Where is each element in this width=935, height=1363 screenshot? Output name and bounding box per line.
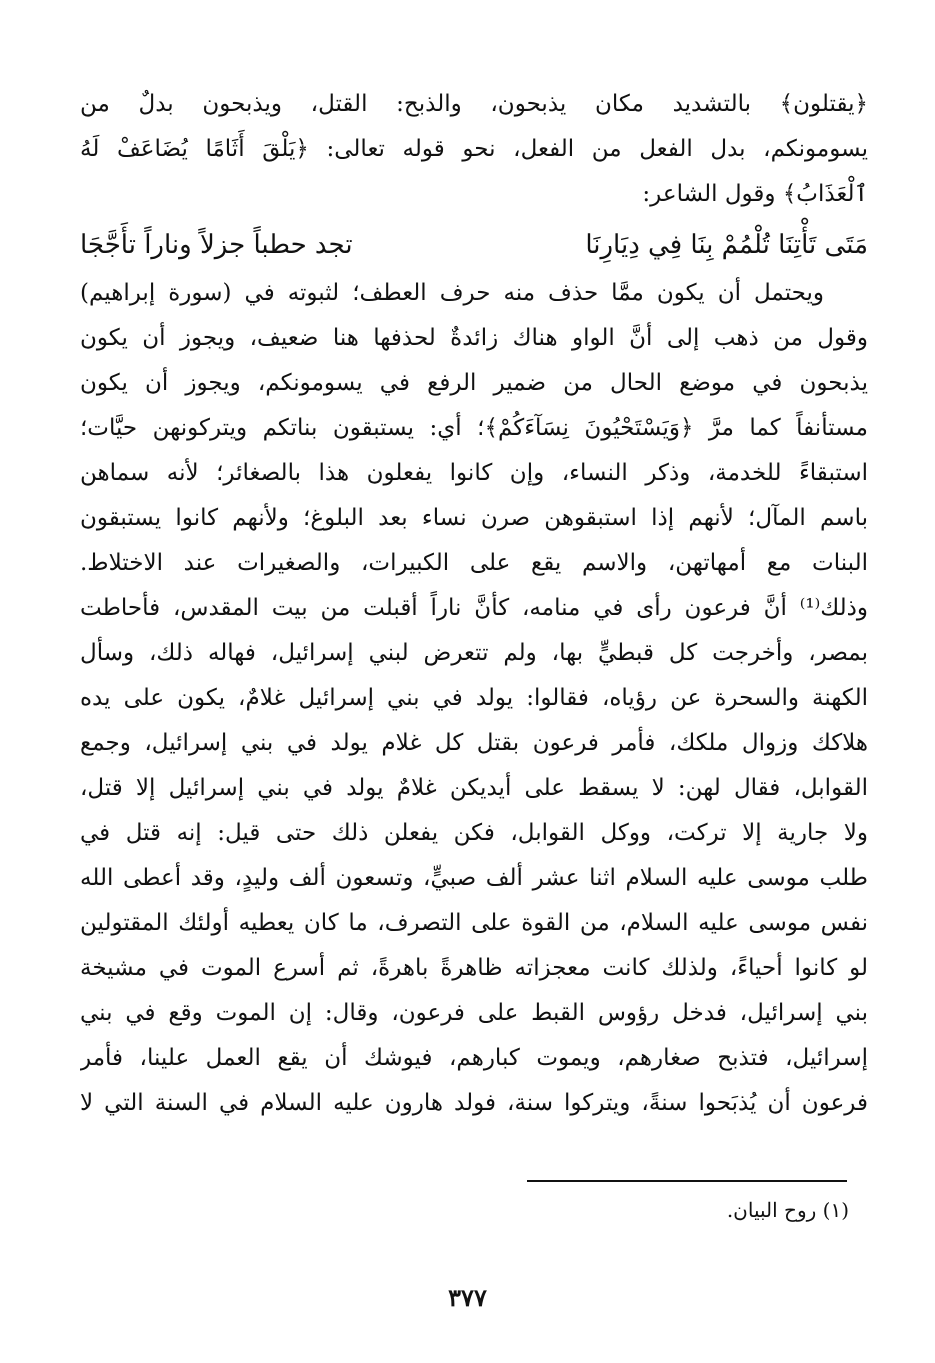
text-line: البنات مع أمهاتهن، والاسم يقع على الكبيرات، والصغيرات عند الاختلاط. [80, 550, 868, 576]
text-line: باسم المآل؛ لأنهم إذا استبقوهن صرن نساء بعد البلوغ؛ ولأنهم كانوا يستبقون [80, 505, 868, 531]
text-line: وذلك⁽¹⁾ أنَّ فرعون رأى في منامه، كأنَّ ناراً أقبلت من بيت المقدس، فأحاطت [80, 595, 868, 621]
text-line: ويحتمل أن يكون ممَّا حذف منه حرف العطف؛ لثبوته في (سورة إبراهيم) [80, 280, 824, 306]
text-line: وقول من ذهب إلى أنَّ الواو هناك زائدةٌ لحذفها هنا ضعيف، ويجوز أن يكون [80, 325, 868, 351]
text-line: يسومونكم، بدل الفعل من الفعل، نحو قوله تعالى: ﴿يَلْقَ أَثَامًا يُضَاعَفْ لَهُ [80, 136, 868, 162]
text-line: استبقاءً للخدمة، وذكر النساء، وإن كانوا يفعلون هذا بالصغائر؛ لأنه سماهن [80, 460, 868, 486]
poetry-verse [80, 219, 868, 271]
text-line: طلب موسى عليه السلام اثنا عشر ألف صبيٍّ، وتسعون ألف وليدٍ، وقد أعطى الله [80, 865, 868, 891]
text-line: ﴿يقتلون﴾ بالتشديد مكان يذبحون، والذبح: القتل، ويذبحون بدلٌ من [80, 91, 868, 117]
text-line: فرعون أن يُذبَحوا سنةً، ويتركوا سنة، فولد هارون عليه السلام في السنة التي لا [80, 1090, 868, 1116]
text-line: القوابل، فقال لهن: لا يسقط على أيديكن غلامٌ يولد في بني إسرائيل إلا قتل، [80, 775, 868, 801]
text-line: ٱلْعَذَابُ﴾ وقول الشاعر: [642, 181, 868, 207]
text-line: مستأنفاً كما مرَّ ﴿وَيَسْتَحْيُونَ نِسَآءَكُمْ﴾؛ أي: يستبقون بناتكم ويتركونهن حيَّات؛ [80, 415, 868, 441]
verse-left-hemistich: تجد حطباً جزلاً وناراً تأَجَّجَا [80, 230, 353, 260]
text-line: يذبحون في موضع الحال من ضمير الرفع في يسومونكم، ويجوز أن يكون [80, 370, 868, 396]
text-line: إسرائيل، فتذبح صغارهم، ويموت كبارهم، فيوشك أن يقع العمل علينا، فأمر [80, 1045, 868, 1071]
verse-right-hemistich: مَتَى تَأْتِنَا تُلْمُمْ بِنَا فِي دِيَارِنَا [585, 230, 868, 260]
footnote-divider [527, 1180, 847, 1182]
text-line: نفس موسى عليه السلام، من القوة على التصرف، ما كان يعطيه أولئك المقتولين [80, 910, 868, 936]
footnote: (١) روح البيان. [726, 1198, 849, 1222]
text-line: الكهنة والسحرة عن رؤياه، فقالوا: يولد في بني إسرائيل غلامٌ، يكون على يده [80, 685, 868, 711]
text-line: هلاكك وزوال ملكك، فأمر فرعون بقتل كل غلام يولد في بني إسرائيل، وجمع [80, 730, 868, 756]
page-body [80, 82, 868, 1126]
text-line: لو كانوا أحياءً، ولذلك كانت معجزاته ظاهرةً باهرةً، ثم أسرع الموت في مشيخة [80, 955, 868, 981]
text-line: بني إسرائيل، فدخل رؤوس القبط على فرعون، وقال: إن الموت وقع في بني [80, 1000, 868, 1026]
page-number: ٣٧٧ [448, 1283, 487, 1312]
text-line: ولا جارية إلا تركت، ووكل القوابل، فكن يفعلن ذلك حتى قيل: إنه قتل في [80, 820, 868, 846]
text-line: بمصر، وأخرجت كل قبطيٍّ بها، ولم تتعرض لبني إسرائيل، فهاله ذلك، وسأل [80, 640, 868, 666]
